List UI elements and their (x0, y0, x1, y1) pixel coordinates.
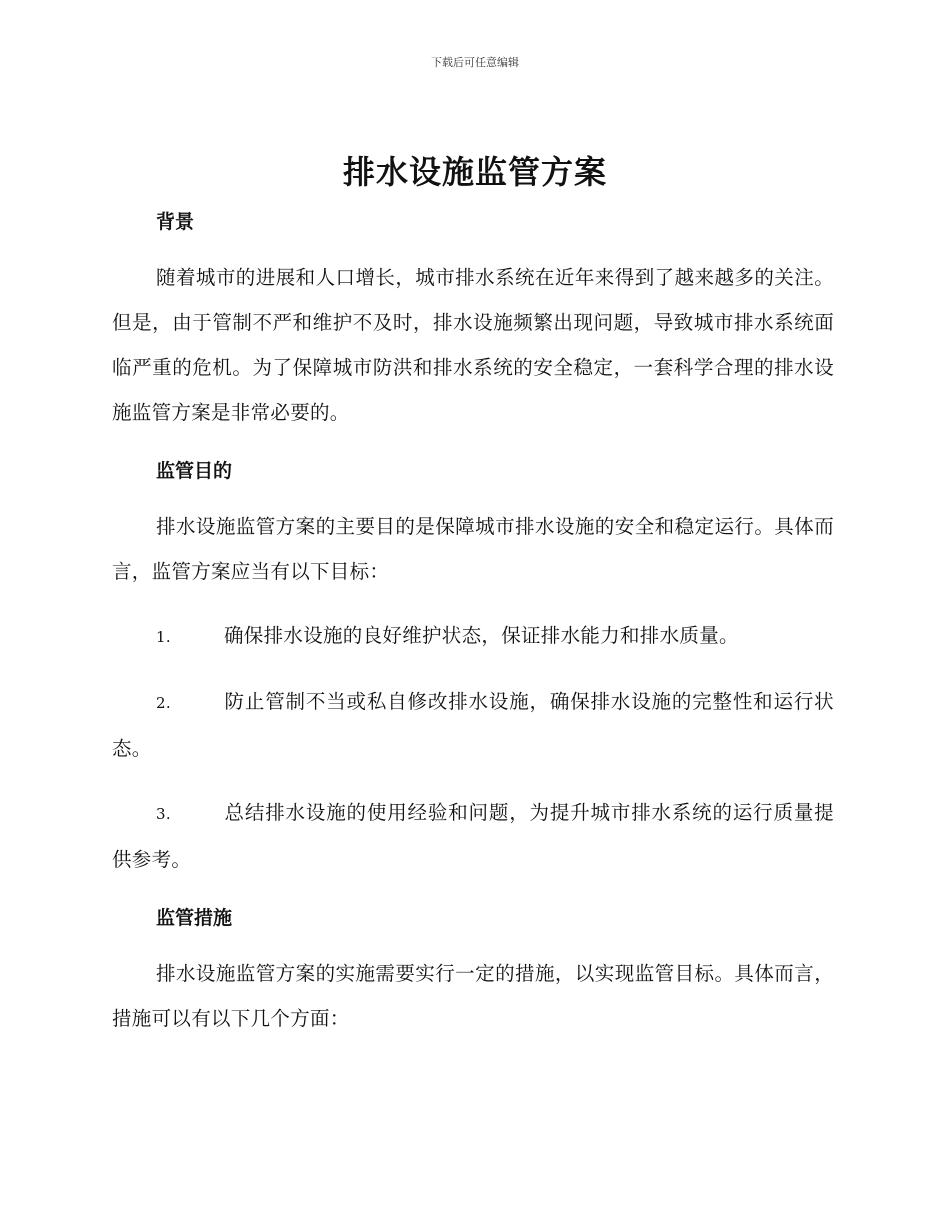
paragraph-measures: 排水设施监管方案的实施需要实行一定的措施，以实现监管目标。具体而言，措施可以有以下几个方面： (112, 962, 834, 1030)
paragraph-background: 随着城市的进展和人口增长，城市排水系统在近年来得到了越来越多的关注。但是，由于管制不严和维护不及时，排水设施频繁出现问题，导致城市排水系统面临严重的危机。为了保障城市防洪和排水系统的安全稳定，一套科学合理的排水设施监管方案是非常必要的。 (112, 266, 834, 424)
document-title: 排水设施监管方案 (342, 153, 607, 191)
list-item (112, 679, 834, 771)
list-item (112, 613, 834, 660)
list-item-text: 总结排水设施的使用经验和问题，为提升城市排水系统的运行质量提供参考。 (112, 801, 834, 871)
list-number: 1. (156, 628, 171, 646)
section-heading-measures: 监管措施 (156, 907, 233, 929)
section-heading-goals: 监管目的 (156, 460, 233, 482)
list-item (112, 790, 834, 882)
list-item-text: 防止管制不当或私自修改排水设施，确保排水设施的完整性和运行状态。 (112, 690, 834, 760)
section-heading-background: 背景 (156, 211, 195, 233)
list-item-text: 确保排水设施的良好维护状态，保证排水能力和排水质量。 (224, 624, 739, 647)
list-number: 3. (156, 805, 171, 823)
page-header-note: 下载后可任意编辑 (431, 56, 519, 69)
document-body (112, 200, 834, 1041)
paragraph-goals: 排水设施监管方案的主要目的是保障城市排水设施的安全和稳定运行。具体而言，监管方案应当有以下目标： (112, 515, 834, 583)
list-number: 2. (156, 694, 171, 712)
